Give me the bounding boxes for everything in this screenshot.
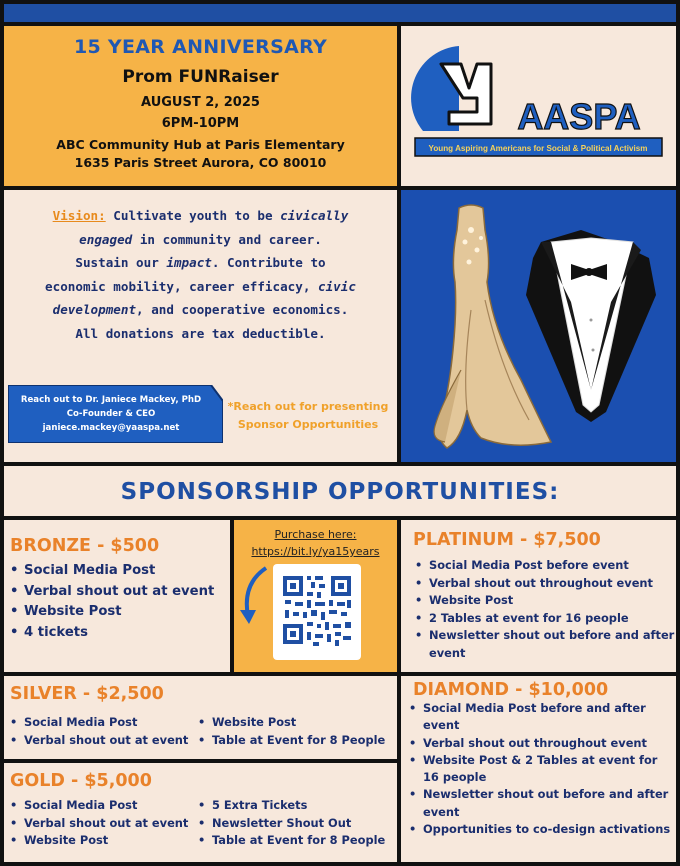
qr-code[interactable] <box>273 564 361 660</box>
benefit-item: • Verbal shout out at event <box>8 815 208 833</box>
purchase-panel <box>234 520 397 672</box>
benefit-item: • Newsletter shout out before and after event <box>407 786 675 821</box>
tier-title: SILVER - $2,500 <box>10 684 164 704</box>
gown-icon <box>434 205 551 448</box>
tier-bronze <box>4 520 230 672</box>
benefit-item: • Social Media Post <box>8 797 208 815</box>
benefit-item: • Website Post <box>413 592 675 610</box>
event-time: 6PM-10PM <box>161 116 240 131</box>
logo-panel <box>401 26 676 186</box>
tier-title: DIAMOND - $10,000 <box>413 680 609 700</box>
benefit-item: • Opportunities to co-design activations <box>407 821 675 838</box>
presenting-sponsor-note: *Reach out for presenting Sponsor Opportunities <box>227 400 389 431</box>
top-banner <box>4 4 676 22</box>
benefit-item: • Website Post & 2 Tables at event for 16 people <box>407 752 675 787</box>
anniversary-title: 15 YEAR ANNIVERSARY <box>73 36 328 58</box>
curved-arrow-icon <box>236 564 276 634</box>
benefit-item: • Newsletter shout out before and after event <box>413 627 675 662</box>
benefit-item: • Table at Event for 8 People <box>196 832 396 850</box>
benefit-item: • Website Post <box>8 602 224 623</box>
tier-benefits <box>196 714 396 749</box>
benefit-item: • 5 Extra Tickets <box>196 797 396 815</box>
tier-title: GOLD - $5,000 <box>10 771 152 791</box>
qr-code-icon <box>273 564 361 660</box>
tier-platinum <box>401 520 676 672</box>
logo-wordmark: AASPA <box>517 96 641 137</box>
tier-diamond <box>401 676 676 862</box>
gown-and-tuxedo-icon <box>401 190 676 462</box>
benefit-item: • Website Post <box>8 832 208 850</box>
tier-benefits <box>407 700 675 838</box>
benefit-item: • Table at Event for 8 People <box>196 732 396 750</box>
contact-role: Co-Founder & CEO <box>66 409 156 419</box>
benefit-item: • 2 Tables at event for 16 people <box>413 610 675 628</box>
event-venue: ABC Community Hub at Paris Elementary <box>56 137 345 152</box>
tuxedo-icon <box>526 230 656 422</box>
contact-email[interactable]: janiece.mackey@yaaspa.net <box>42 423 180 433</box>
benefit-item: • Social Media Post <box>8 714 208 732</box>
sponsorship-heading <box>4 466 676 516</box>
purchase-link[interactable]: https://bit.ly/ya15years <box>251 545 380 558</box>
benefit-item: • Social Media Post <box>8 561 224 582</box>
benefit-item: • Verbal shout out throughout event <box>407 735 675 752</box>
event-name: Prom FUNRaiser <box>122 67 279 87</box>
tier-benefits <box>8 714 208 749</box>
tier-gold <box>4 763 397 862</box>
vision-label: Vision: <box>52 208 106 223</box>
tier-benefits <box>8 797 208 850</box>
event-date: AUGUST 2, 2025 <box>141 95 260 110</box>
tier-silver <box>4 676 397 759</box>
prom-attire-illustration <box>401 190 676 462</box>
tier-benefits <box>8 561 224 643</box>
tier-title: BRONZE - $500 <box>10 536 160 556</box>
event-address: 1635 Paris Street Aurora, CO 80010 <box>74 155 327 170</box>
vision-statement: Vision: Cultivate youth to be civically engaged in community and career. Sustain our impact. Contribute to economic mobility, career efficacy, civic development, and cooperative economics. All donations are tax deductible. <box>45 208 356 341</box>
contact-info <box>14 393 208 435</box>
tier-benefits <box>196 797 396 850</box>
benefit-item: • Verbal shout out at event <box>8 732 208 750</box>
sponsorship-title: SPONSORSHIP OPPORTUNITIES: <box>120 479 560 505</box>
benefit-item: • Verbal shout out throughout event <box>413 575 675 593</box>
event-header <box>4 26 397 186</box>
vision-panel <box>4 190 397 462</box>
yaaspa-logo <box>401 26 676 186</box>
benefit-item: • 4 tickets <box>8 623 224 644</box>
benefit-item: • Verbal shout out at event <box>8 582 224 603</box>
benefit-item: • Newsletter Shout Out <box>196 815 396 833</box>
benefit-item: • Social Media Post before event <box>413 557 675 575</box>
contact-name: Reach out to Dr. Janiece Mackey, PhD <box>20 395 202 405</box>
tier-title: PLATINUM - $7,500 <box>413 530 601 550</box>
benefit-item: • Social Media Post before and after event <box>407 700 675 735</box>
logo-tagline: Young Aspiring Americans for Social & Political Activism <box>428 144 648 153</box>
benefit-item: • Website Post <box>196 714 396 732</box>
tier-benefits <box>413 557 675 662</box>
purchase-label: Purchase here: <box>274 528 357 541</box>
